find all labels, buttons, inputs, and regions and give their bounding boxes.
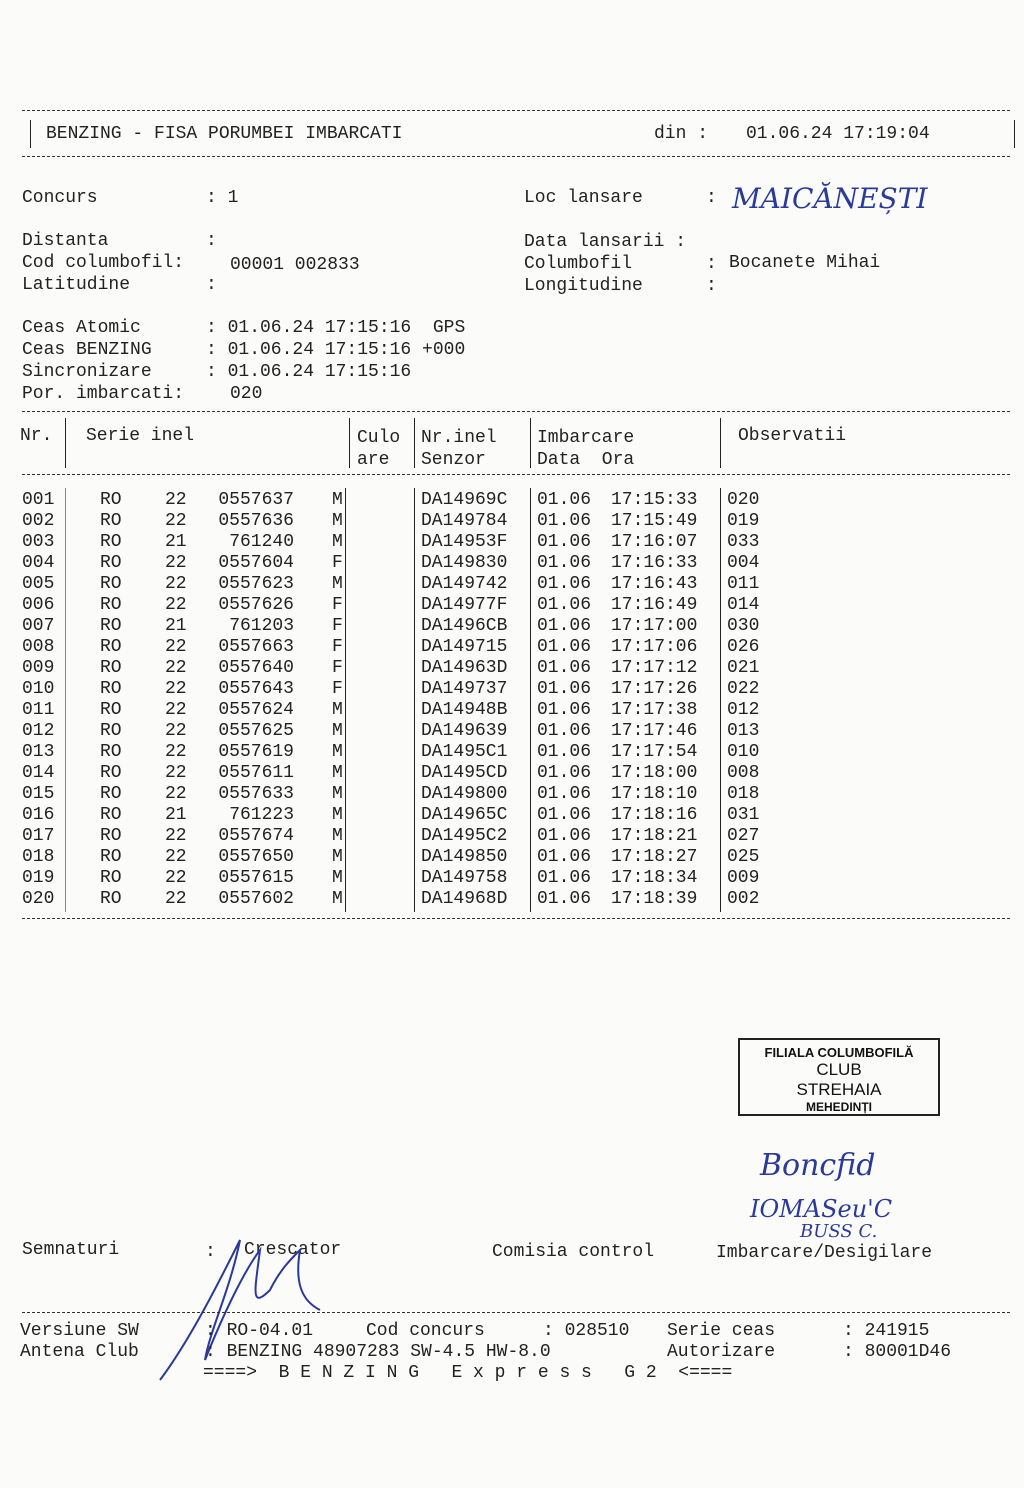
cell-date: 01.06 [537, 847, 592, 867]
cell-time: 17:18:10 [611, 784, 698, 804]
cell-country: RO [100, 700, 122, 720]
cell-date: 01.06 [537, 532, 592, 552]
cell-obs: 012 [727, 700, 760, 720]
cell-obs: 014 [727, 595, 760, 615]
col-nr: Nr. [20, 426, 53, 446]
cell-sex: F [332, 595, 343, 615]
cell-date: 01.06 [537, 763, 592, 783]
ceas-atomic-value: : 01.06.24 17:15:16 GPS [206, 318, 466, 338]
col-observatii: Observatii [738, 426, 847, 446]
cell-date: 01.06 [537, 595, 592, 615]
cell-year: 22 [165, 637, 187, 657]
cell-time: 17:17:38 [611, 700, 698, 720]
comisia-label: Comisia control [492, 1242, 655, 1262]
cell-year: 22 [165, 868, 187, 888]
cod-concurs-value: : 028510 [543, 1321, 630, 1341]
cell-sex: M [332, 700, 343, 720]
cell-sensor: DA1495C1 [421, 742, 508, 762]
cell-time: 17:18:16 [611, 805, 698, 825]
cell-ring: 0557636 [218, 511, 294, 531]
latitudine-label: Latitudine [22, 275, 131, 295]
cell-sensor: DA149800 [421, 784, 508, 804]
cell-obs: 030 [727, 616, 760, 636]
colon: : [205, 1242, 216, 1262]
concurs-label: Concurs [22, 188, 98, 208]
cell-date: 01.06 [537, 490, 592, 510]
cell-ring: 0557663 [218, 637, 294, 657]
cell-obs: 010 [727, 742, 760, 762]
cell-country: RO [100, 574, 122, 594]
cell-sex: F [332, 658, 343, 678]
cell-time: 17:16:43 [611, 574, 698, 594]
cell-obs: 004 [727, 553, 760, 573]
cell-sensor: DA149784 [421, 511, 508, 531]
autorizare-label: Autorizare [667, 1342, 776, 1362]
cell-sex: M [332, 826, 343, 846]
cell-sex: M [332, 721, 343, 741]
divider [22, 1312, 1010, 1313]
cell-date: 01.06 [537, 826, 592, 846]
cell-country: RO [100, 721, 122, 741]
handwritten-note: Boncfid [760, 1148, 876, 1183]
loc-value: MAICĂNEȘTI [732, 182, 928, 215]
divider [22, 156, 1010, 157]
cell-time: 17:16:49 [611, 595, 698, 615]
col-nr-inel-2: Senzor [421, 450, 486, 470]
cell-country: RO [100, 742, 122, 762]
antena-value: : BENZING 48907283 SW-4.5 HW-8.0 [205, 1342, 551, 1362]
cell-nr: 013 [22, 742, 55, 762]
cell-nr: 009 [22, 658, 55, 678]
cell-ring: 761203 [229, 616, 294, 636]
cell-ring: 0557640 [218, 658, 294, 678]
cell-obs: 027 [727, 826, 760, 846]
cell-nr: 005 [22, 574, 55, 594]
loc-label: Loc lansare [524, 188, 643, 208]
cell-obs: 018 [727, 784, 760, 804]
page-title: BENZING - FISA PORUMBEI IMBARCATI [46, 124, 403, 144]
longitudine-label: Longitudine [524, 276, 643, 296]
cell-year: 22 [165, 658, 187, 678]
cell-sensor: DA149830 [421, 553, 508, 573]
cell-time: 17:17:26 [611, 679, 698, 699]
concurs-value: : 1 [206, 188, 239, 208]
cod-value: 00001 002833 [230, 255, 360, 275]
cell-year: 22 [165, 784, 187, 804]
cell-country: RO [100, 763, 122, 783]
col-nr-inel: Nr.inel [421, 428, 497, 448]
cell-nr: 015 [22, 784, 55, 804]
cell-nr: 017 [22, 826, 55, 846]
cell-sex: M [332, 763, 343, 783]
cell-date: 01.06 [537, 616, 592, 636]
cell-time: 17:18:21 [611, 826, 698, 846]
cell-obs: 013 [727, 721, 760, 741]
por-value: 020 [230, 384, 263, 404]
cell-nr: 010 [22, 679, 55, 699]
serie-ceas-value: : 241915 [843, 1321, 930, 1341]
cell-obs: 022 [727, 679, 760, 699]
cell-sensor: DA14953F [421, 532, 508, 552]
cell-obs: 026 [727, 637, 760, 657]
cell-date: 01.06 [537, 511, 592, 531]
cell-country: RO [100, 658, 122, 678]
cell-sex: M [332, 847, 343, 867]
antena-label: Antena Club [20, 1342, 139, 1362]
cell-year: 22 [165, 721, 187, 741]
cell-country: RO [100, 511, 122, 531]
cell-ring: 0557674 [218, 826, 294, 846]
columbofil-label: Columbofil [524, 254, 633, 274]
cell-country: RO [100, 784, 122, 804]
cell-date: 01.06 [537, 553, 592, 573]
divider [30, 120, 31, 148]
cell-sensor: DA1496CB [421, 616, 508, 636]
cell-year: 22 [165, 742, 187, 762]
cell-nr: 012 [22, 721, 55, 741]
cell-obs: 033 [727, 532, 760, 552]
col-imbarcare-2: Data Ora [537, 450, 635, 470]
cell-date: 01.06 [537, 637, 592, 657]
ceas-atomic-label: Ceas Atomic [22, 318, 141, 338]
cell-time: 17:18:39 [611, 889, 698, 909]
col-serie: Serie inel [86, 426, 195, 446]
cell-ring: 0557604 [218, 553, 294, 573]
din-label: din : [654, 124, 709, 144]
cell-date: 01.06 [537, 805, 592, 825]
cell-nr: 001 [22, 490, 55, 510]
divider [22, 918, 1010, 919]
autorizare-value: : 80001D46 [843, 1342, 952, 1362]
columbofil-value: Bocanete Mihai [729, 253, 881, 273]
cell-obs: 021 [727, 658, 760, 678]
cell-ring: 0557615 [218, 868, 294, 888]
cell-sex: F [332, 637, 343, 657]
cell-ring: 0557625 [218, 721, 294, 741]
cell-date: 01.06 [537, 574, 592, 594]
cell-ring: 0557650 [218, 847, 294, 867]
crescator-label: Crescator [244, 1240, 342, 1260]
cell-year: 22 [165, 763, 187, 783]
cell-sensor: DA149850 [421, 847, 508, 867]
cell-country: RO [100, 595, 122, 615]
cell-ring: 0557611 [218, 763, 294, 783]
divider [22, 110, 1010, 111]
cell-country: RO [100, 616, 122, 636]
cell-date: 01.06 [537, 784, 592, 804]
cell-sensor: DA14977F [421, 595, 508, 615]
cell-ring: 0557637 [218, 490, 294, 510]
cell-sensor: DA149737 [421, 679, 508, 699]
cell-time: 17:17:00 [611, 616, 698, 636]
cell-sensor: DA14969C [421, 490, 508, 510]
divider [22, 411, 1010, 412]
cod-concurs-label: Cod concurs [366, 1321, 485, 1341]
cell-nr: 007 [22, 616, 55, 636]
cell-country: RO [100, 805, 122, 825]
cell-year: 22 [165, 574, 187, 594]
cell-date: 01.06 [537, 658, 592, 678]
cell-sensor: DA14968D [421, 889, 508, 909]
distanta-label: Distanta [22, 231, 109, 251]
cell-year: 22 [165, 511, 187, 531]
print-datetime: 01.06.24 17:19:04 [746, 124, 930, 144]
cell-nr: 006 [22, 595, 55, 615]
cell-time: 17:17:06 [611, 637, 698, 657]
cell-ring: 0557624 [218, 700, 294, 720]
cell-sensor: DA149742 [421, 574, 508, 594]
cell-sex: M [332, 574, 343, 594]
cell-time: 17:18:00 [611, 763, 698, 783]
cell-sex: M [332, 511, 343, 531]
stamp-line: MEHEDINȚI [806, 1100, 872, 1114]
cell-nr: 003 [22, 532, 55, 552]
cell-sex: M [332, 784, 343, 804]
cell-sensor: DA149758 [421, 868, 508, 888]
cell-ring: 0557643 [218, 679, 294, 699]
cell-sensor: DA1495C2 [421, 826, 508, 846]
cell-nr: 004 [22, 553, 55, 573]
handwritten-note: IOMASeu'C [750, 1195, 893, 1223]
divider [1014, 120, 1015, 148]
cell-obs: 011 [727, 574, 760, 594]
cell-sensor: DA149639 [421, 721, 508, 741]
cell-obs: 008 [727, 763, 760, 783]
cell-year: 22 [165, 700, 187, 720]
cell-year: 21 [165, 532, 187, 552]
cell-obs: 009 [727, 868, 760, 888]
sincronizare-value: : 01.06.24 17:15:16 [206, 362, 412, 382]
cell-sex: M [332, 490, 343, 510]
cell-sex: M [332, 889, 343, 909]
cell-sex: F [332, 553, 343, 573]
cell-year: 22 [165, 595, 187, 615]
cell-country: RO [100, 679, 122, 699]
cell-time: 17:15:49 [611, 511, 698, 531]
cod-label: Cod columbofil: [22, 253, 185, 273]
cell-ring: 0557623 [218, 574, 294, 594]
cell-time: 17:18:34 [611, 868, 698, 888]
serie-ceas-label: Serie ceas [667, 1321, 776, 1341]
cell-time: 17:16:07 [611, 532, 698, 552]
cell-sex: M [332, 805, 343, 825]
cell-date: 01.06 [537, 679, 592, 699]
cell-sensor: DA14963D [421, 658, 508, 678]
cell-date: 01.06 [537, 868, 592, 888]
cell-obs: 019 [727, 511, 760, 531]
cell-nr: 002 [22, 511, 55, 531]
cell-sex: F [332, 616, 343, 636]
cell-ring: 761223 [229, 805, 294, 825]
cell-year: 22 [165, 490, 187, 510]
cell-sex: M [332, 532, 343, 552]
cell-nr: 011 [22, 700, 55, 720]
cell-country: RO [100, 553, 122, 573]
cell-ring: 0557626 [218, 595, 294, 615]
cell-year: 22 [165, 889, 187, 909]
cell-time: 17:17:46 [611, 721, 698, 741]
cell-obs: 002 [727, 889, 760, 909]
col-culoare-2: are [357, 450, 390, 470]
cell-nr: 014 [22, 763, 55, 783]
semnaturi-label: Semnaturi [22, 1240, 120, 1260]
club-stamp [738, 1038, 940, 1116]
divider [22, 474, 1010, 475]
cell-country: RO [100, 889, 122, 909]
cell-nr: 019 [22, 868, 55, 888]
cell-country: RO [100, 868, 122, 888]
cell-year: 22 [165, 553, 187, 573]
cell-nr: 020 [22, 889, 55, 909]
cell-date: 01.06 [537, 700, 592, 720]
cell-year: 22 [165, 826, 187, 846]
cell-country: RO [100, 490, 122, 510]
cell-time: 17:16:33 [611, 553, 698, 573]
cell-date: 01.06 [537, 889, 592, 909]
cell-sensor: DA149715 [421, 637, 508, 657]
por-label: Por. imbarcati: [22, 384, 185, 404]
cell-nr: 008 [22, 637, 55, 657]
cell-country: RO [100, 847, 122, 867]
cell-obs: 025 [727, 847, 760, 867]
handwritten-note: BUSS C. [800, 1221, 878, 1242]
cell-sensor: DA14965C [421, 805, 508, 825]
versiune-value: : RO-04.01 [205, 1321, 314, 1341]
cell-time: 17:15:33 [611, 490, 698, 510]
versiune-label: Versiune SW [20, 1321, 139, 1341]
cell-sensor: DA14948B [421, 700, 508, 720]
stamp-line: FILIALA COLUMBOFILĂ [764, 1045, 914, 1060]
stamp-line: STREHAIA [796, 1080, 882, 1099]
cell-year: 22 [165, 679, 187, 699]
cell-time: 17:17:54 [611, 742, 698, 762]
col-imbarcare: Imbarcare [537, 428, 635, 448]
sincronizare-label: Sincronizare [22, 362, 152, 382]
cell-sex: M [332, 868, 343, 888]
cell-year: 21 [165, 616, 187, 636]
document-page: BENZING - FISA PORUMBEI IMBARCATI din : 01.06.24 17:19:04 Concurs : 1 Loc lansare : MAICĂNEȘTI Distanta : Cod columbofil: 00001 002833 Latitudine : Data lansarii : Columbofil : Bocanete Mihai Longitudine : Ceas Atomic : 01.06.24 17:15:16 GPS Ceas BENZING : 01.06.24 17:15:16 +000 Sincronizare : 01.06.24 17:15:16 Por. imbarcati: 020 Nr. Serie inel Culo are Nr.inel Senzor Imbarcare Data Ora Observatii 001 RO 22 0557637 M DA14969C 01.06 17:15:33 020 002 RO 22 0557636 M DA149784 01.06 17:15:49 019 003 RO 21 761240 M DA14953F 01.06 17:16:07 033 004 RO 22 0557604 F DA149830 01.06 17:16:33 004 005 RO 22 0557623 M DA149742 01.06 17:16:43 011 006 RO 22 0557626 F DA14977F 01.06 17:16:49 014 007 RO 21 761203 F DA1496CB 01.06 17:17:00 030 008 RO 22 0557663 F DA149715 01.06 17:17:06 026 009 RO 22 0557640 F DA14963D 01.06 17:17:12 021 010 RO 22 0557643 F DA149737 01.06 17:17:26 022 011 RO 22 0557624 M DA14948B 01.06 17:17:38 012 012 RO 22 0557625 M DA149639 01.06 17:17:46 013 013 RO 22 0557619 M DA1495C1 01.06 17:17:54 010 014 RO 22 0557611 M DA1495CD 01.06 17:18:00 008 015 RO 22 0557633 M DA149800 01.06 17:18:10 018 016 RO 21 761223 M DA14965C 01.06 17:18:16 031 017 RO 22 0557674 M DA1495C2 01.06 17:18:21 027 018 RO 22 0557650 M DA149850 01.06 17:18:27 025 019 RO 22 0557615 M DA149758 01.06 17:18:34 009 020 RO 22 0557602 M DA14968D 01.06 17:18:39 002 FILIALA COLUMBOFILĂ CLUB STREHAIA MEHEDINȚI Boncfid IOMASeu'C BUSS C. Semnaturi : Crescator Comisia control Imbarcare/Desigilare Versiune SW : RO-04.01 Cod concurs : 028510 Serie ceas : 241915 Antena Club : BENZING 48907283 SW-4.5 HW-8.0 Autorizare : 80001D46 ====> B E N Z I N G E x p r e s s G 2 <==== [0, 0, 1024, 1488]
cell-date: 01.06 [537, 742, 592, 762]
imbarcare-label: Imbarcare/Desigilare [716, 1243, 933, 1263]
cell-country: RO [100, 637, 122, 657]
cell-obs: 020 [727, 490, 760, 510]
cell-country: RO [100, 826, 122, 846]
cell-sex: F [332, 679, 343, 699]
cell-date: 01.06 [537, 721, 592, 741]
cell-nr: 016 [22, 805, 55, 825]
benzing-banner: ====> B E N Z I N G E x p r e s s G 2 <==== [203, 1363, 733, 1383]
cell-country: RO [100, 532, 122, 552]
cell-ring: 0557619 [218, 742, 294, 762]
cell-time: 17:18:27 [611, 847, 698, 867]
col-culoare: Culo [357, 428, 401, 448]
cell-ring: 0557602 [218, 889, 294, 909]
cell-time: 17:17:12 [611, 658, 698, 678]
cell-sex: M [332, 742, 343, 762]
cell-ring: 761240 [229, 532, 294, 552]
ceas-benzing-label: Ceas BENZING [22, 340, 152, 360]
cell-ring: 0557633 [218, 784, 294, 804]
cell-year: 22 [165, 847, 187, 867]
cell-sensor: DA1495CD [421, 763, 508, 783]
data-lansarii-label: Data lansarii : [524, 232, 687, 252]
cell-year: 21 [165, 805, 187, 825]
cell-nr: 018 [22, 847, 55, 867]
ceas-benzing-value: : 01.06.24 17:15:16 +000 [206, 340, 466, 360]
cell-obs: 031 [727, 805, 760, 825]
stamp-line: CLUB [816, 1060, 862, 1079]
